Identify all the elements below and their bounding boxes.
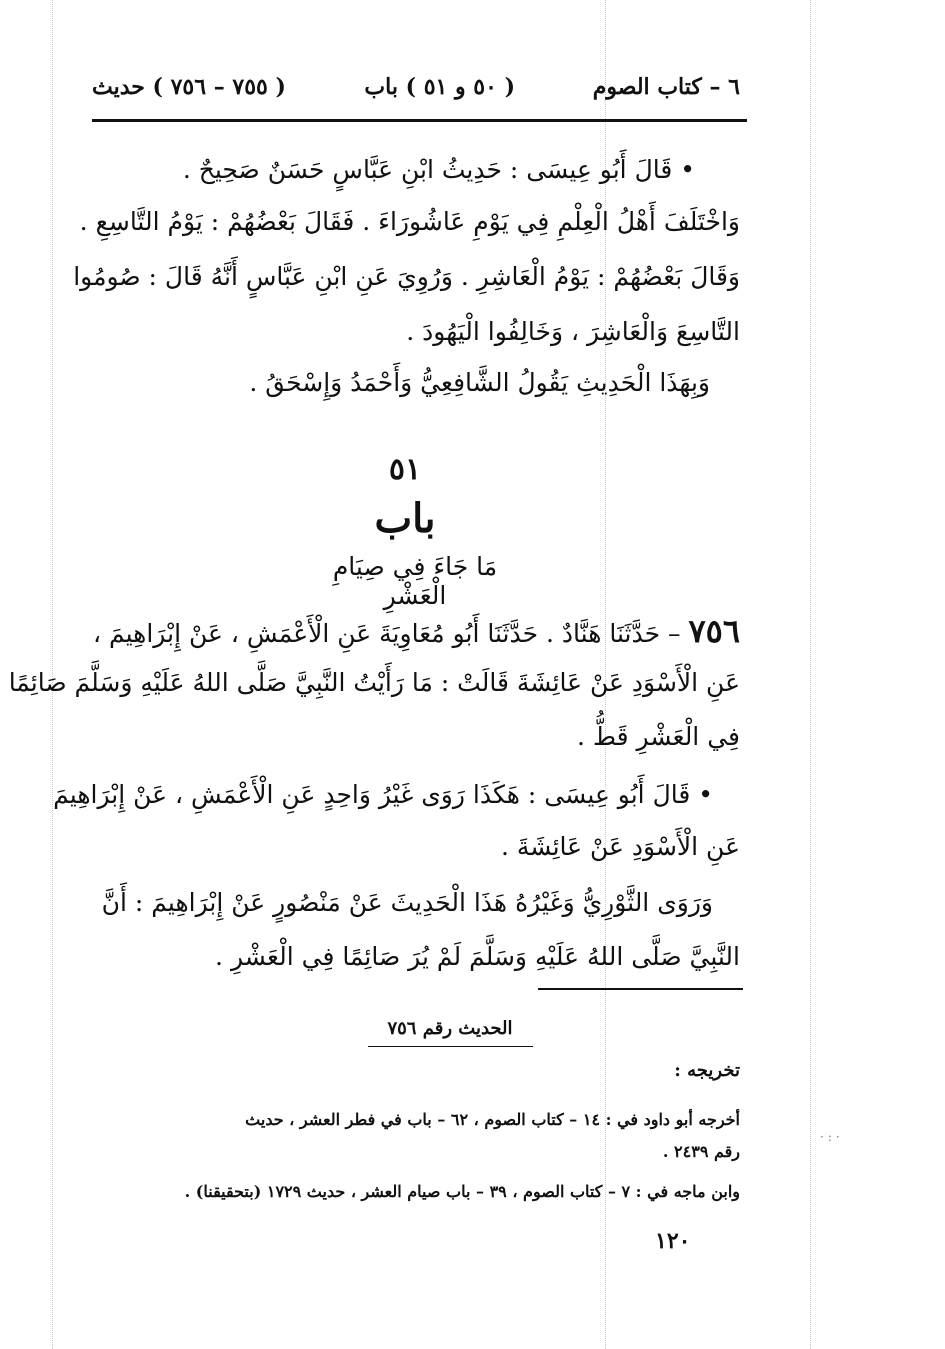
commentary-line: • قَالَ أَبُو عِيسَى : هَكَذَا رَوَى غَيْرُ وَاحِدٍ عَنِ الْأَعْمَشِ ، عَنْ إِبْرَاهِيمَ	[53, 780, 713, 809]
body-line: • قَالَ أَبُو عِيسَى : حَدِيثُ ابْنِ عَبَّاسٍ حَسَنٌ صَحِيحٌ .	[182, 155, 695, 184]
header-chapter-ref: ( ٥٠ و ٥١ ) باب	[364, 74, 515, 100]
body-line: وَاخْتَلَفَ أَهْلُ الْعِلْمِ فِي يَوْمِ عَاشُورَاءَ . فَقَالَ بَعْضُهُمْ : يَوْمُ التَّاسِعِ .	[79, 207, 740, 236]
footnote-line: وابن ماجه في : ٧ – كتاب الصوم ، ٣٩ – باب صيام العشر ، حديث ١٧٢٩ (بتحقيقنا) .	[184, 1182, 740, 1201]
commentary-line: النَّبِيَّ صَلَّى اللهُ عَلَيْهِ وَسَلَّمَ لَمْ يُرَ صَائِمًا فِي الْعَشْرِ .	[215, 942, 740, 971]
hadith-number: ٧٥٦	[688, 612, 740, 650]
body-line: وَقَالَ بَعْضُهُمْ : يَوْمُ الْعَاشِرِ . وَرُوِيَ عَنِ ابْنِ عَبَّاسٍ أَنَّهُ قَالَ : صُومُوا	[73, 262, 740, 291]
footnote-line: أخرجه أبو داود في : ١٤ – كتاب الصوم ، ٦٢ – باب في فطر العشر ، حديث	[245, 1110, 740, 1129]
chapter-number: ٥١	[388, 452, 422, 487]
takhrij-label: تخريجه :	[674, 1060, 740, 1081]
hadith-line: عَنِ الْأَسْوَدِ عَنْ عَائِشَةَ قَالَتْ : مَا رَأَيْتُ النَّبِيَّ صَلَّى اللهُ عَلَيْهِ وَسَلَّمَ صَائِمًا	[8, 668, 740, 697]
commentary-line: وَرَوَى الثَّوْرِيُّ وَغَيْرُهُ هَذَا الْحَدِيثَ عَنْ مَنْصُورٍ عَنْ إِبْرَاهِيمَ : أَنَّ	[101, 888, 713, 917]
scan-speckle: ·:·	[820, 1130, 844, 1144]
header-divider	[92, 119, 747, 122]
footnote-line: رقم ٢٤٣٩ .	[662, 1142, 740, 1161]
scan-guide-line	[810, 0, 811, 1349]
header-hadith-range: ( ٧٥٥ – ٧٥٦ ) حديث	[92, 74, 286, 100]
running-header	[92, 70, 740, 110]
header-book-title: ٦ – كتاب الصوم	[592, 74, 740, 100]
body-line: التَّاسِعَ وَالْعَاشِرَ ، وَخَالِفُوا الْيَهُودَ .	[406, 317, 740, 346]
commentary-line: عَنِ الْأَسْوَدِ عَنْ عَائِشَةَ .	[500, 832, 740, 861]
footnote-title-underline	[368, 1046, 533, 1047]
chapter-subtitle: مَا جَاءَ فِي صِيَامِ الْعَشْرِ	[332, 552, 498, 610]
footnote-divider	[538, 988, 743, 990]
hadith-line: فِي الْعَشْرِ قَطُّ .	[577, 722, 740, 751]
chapter-heading: باب	[374, 495, 436, 542]
hadith-first-line	[93, 612, 740, 650]
hadith-text: – حَدَّثَنَا هَنَّادٌ . حَدَّثَنَا أَبُو مُعَاوِيَةَ عَنِ الْأَعْمَشِ ، عَنْ إِبْرَاهِيمَ ،	[92, 619, 681, 648]
body-line: وَبِهَذَا الْحَدِيثِ يَقُولُ الشَّافِعِيُّ وَأَحْمَدُ وَإِسْحَقُ .	[249, 368, 710, 397]
footnote-title: الحديث رقم ٧٥٦	[387, 1018, 513, 1039]
page-number: ١٢٠	[655, 1228, 691, 1254]
